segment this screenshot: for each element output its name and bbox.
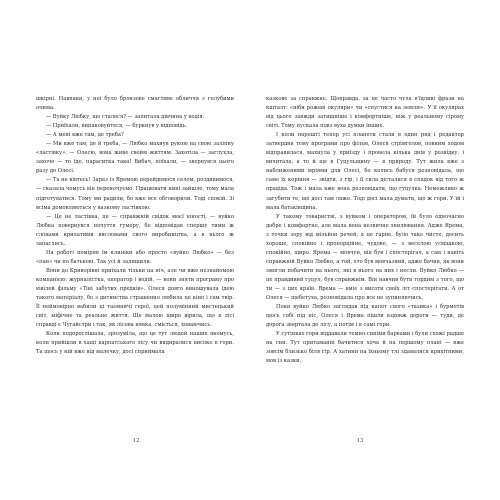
paragraph: казкове за справжнє. Щоправда, за це часто чула в'їдливі фрази на кшталт: «ніби рожеві окуляри» чи «спустися на землю». У її окулярах від цього завжди затишніше і комфортніше, ніж у реальному сірому світі. Тому пускала повз вуха думки інших. — [266, 96, 464, 130]
paragraph: — Ми вже там, де й треба, — Любко махнув рукою на свою заліпну «ластівку». — Олесю, вона живе свойм життям. Захотіла — заглухла, захоче — то їде, параситка така! Вибач, поїхали, — звернувся цього разу до Олесі. — [36, 141, 234, 175]
paragraph: Коли подорослішала, зрозуміла, що це тут людей наших якомусь, коли прийшли в хащі карпатського лісу чи видиралися високо в гори. Та щось у ній вже від малечку, досі сприймала — [36, 331, 234, 356]
right-page-text — [266, 95, 464, 366]
right-page — [250, 0, 500, 500]
paragraph: Вони до Криворівні приїхали тільки на ніч, але чи вже незнайомою компанією: журналістка, оператор і водій, — вони зняти програму про ювілей фільму «Тіні забутих предків». Олеся довго виношувала ідею такого матеріалу, бо з дитинства страшенно любила це кіно і сам твір. Її неймовірно вабили ці таємничі герої, цей полумінний мистецький світ, міфічне та реальне життя. Ще малою щиро вірила, що в лісі справді є Чугайстри і так, як лісова нявка, сміється, ховаючись. — [36, 267, 234, 329]
paragraph: Поки вуйко Любко заглядав під капот свого «тазика» і бурмотів щось собі під ніс, Олеся і Ярема пішли вздовж дороги — туди, де дорога звертала до лісу, а потім і в самі гори. — [266, 304, 464, 329]
paragraph: шкірні. Навпаки, у неї було бронзове смагляве обличчя з голубими очима. — [36, 96, 234, 112]
paragraph: — Приїхали, випаковуйтеся, — буркнув у відповідь. — [46, 123, 188, 130]
page-number: 13 — [356, 438, 364, 444]
paragraph: — Та не вівтесь! Зараз із Яремою перейдемося селом, роздивимося, — сказала чомусь він переночуємо. Працювати нині зайшло, тому мала підготуватися. Тому ми радили, бо вже все обговорили. Тоді спокій. Зі всіма домовляються у вазному ластівкою. — [36, 177, 234, 211]
left-page-text — [36, 95, 234, 357]
paragraph: У такому товаристві, з вуйком і оператором, їй було одночасно добре і комфортно, але мала вона незвичне хвилювання. Адже Ярема, з точки зору від мільйон речей, а це гарне, було таке чисте, досить хороше, спокійно і пропорційне, чудове, — з веселою усмішкою, спокійно, щиро. Ярема — мовчун, він був і спостерігач, а сам і навіть справжній Вуйко Любко, а той, хто був мовчазний, адже бачив, як вони змогли побачити на нього, які в нього на них і несли. Вуйко Любко — це правдивий гуцул, був справжнім. Він навчив бути гордим з того, що ти — з цих країв. Ярема — вміє з висоти своїх літ спостерігати. А от Олеся — щебетуха, розповідала про все не зупиняючись. — [266, 213, 464, 302]
paragraph: — Вуйку Любку, що сталося? — запитала дівчина у водія. — [46, 114, 205, 121]
paragraph: — Це не ластівка, це — справжній свідок моєї юності, — вуйко Любка повернувся почуття гумору, бо відповідав спершу тими ж словами крилатими висловами свого виробництва, а в нього ж запаслись. — [36, 213, 234, 247]
page-number: 12 — [132, 438, 140, 444]
paragraph: І коли нарешті тепер усі планети стали в один ряд і редактор затвердив тему програми про фільм, Олеся стрімголов, повним ходом відправилася, махнула у приїзду і провела кілька днів у розвідку, і вичитала, а то й ще в Гуцульщину — в природу. Тут жила вже з наближеними мріями для Олесі, бо колись бабуся розповідала, що саме їх коріння — звідти, з гір, і її сила дісталися в спадок від того ж прадіда. Тож і мала вже вона розповідати, що гуцулка. Неможливо ж загубити те, що досі там ляже. Тоді досі мала думати, що ж гори. У їй і мала батьківщина. — [266, 132, 464, 211]
paragraph: У сутінках гори віддавали темно-синіми барвами і були схожі радше на сни. Тут притаманні бачитися хоча й на першому плані — вже зовсім близько біля гір. А хатини на їхньому тлі здавалися крихітними, мов із казки. — [266, 331, 464, 365]
paragraph: На роботі поміряв їм клиніки або просто «вуйко Любко» — без «пан» чи по батькові. Так усі й залишили. — [36, 249, 234, 265]
paragraph: — А мені вже там, де треба? — [46, 132, 124, 139]
